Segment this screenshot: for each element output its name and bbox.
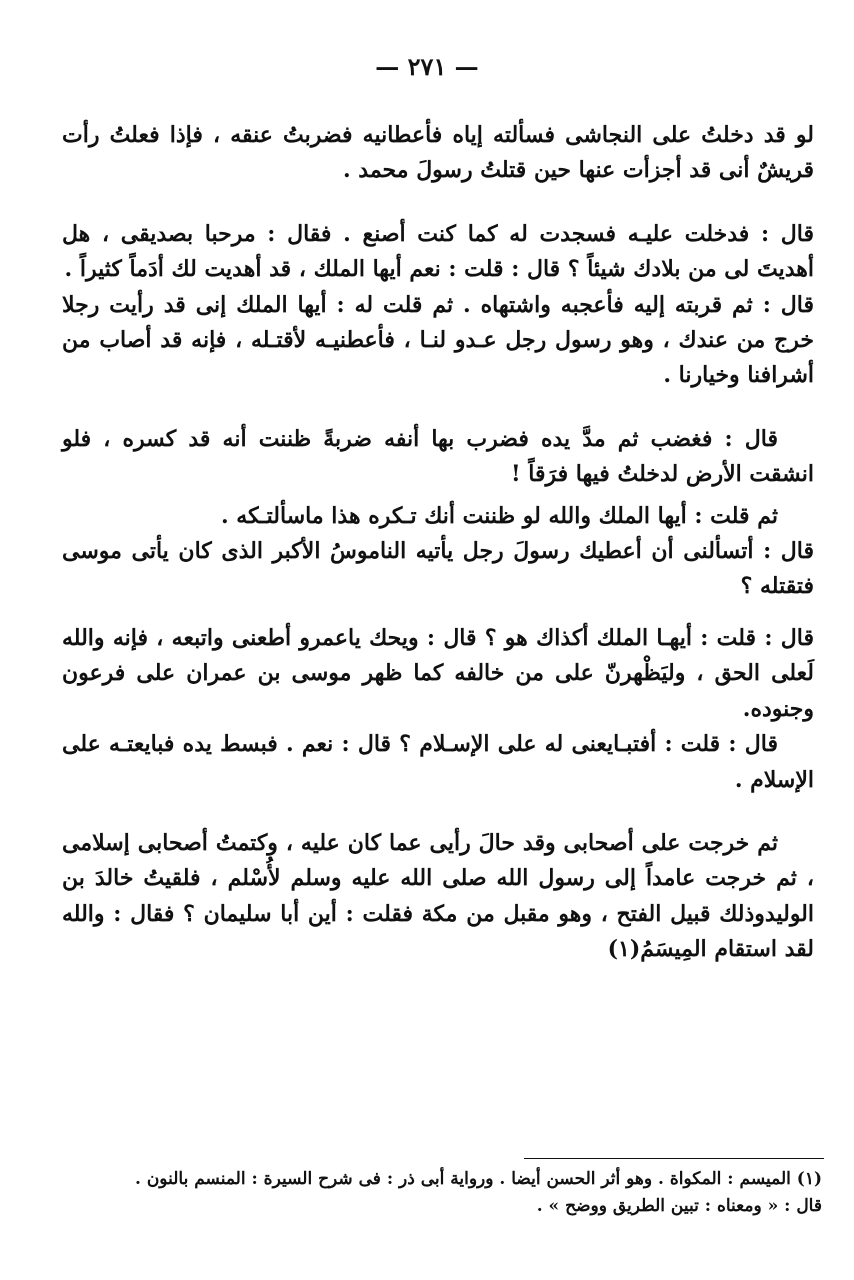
paragraph: قال : قلت : أفتبـايعنى له على الإسـلام ؟ قال : نعم . فبسط يده فبايعتـه على الإسلام . bbox=[62, 731, 814, 793]
paragraph: قال : فدخلت عليـه فسجدت له كما كنت أصنع . فقال : مرحبا بصديقى ، هل أهديتَ لى من بلادك شيئاً ؟ قال : قلت : نعم أيها الملك ، قد أهديت لك أدَماً كثيراً . bbox=[62, 220, 814, 283]
main-text bbox=[62, 118, 814, 968]
page-number: — ٢٧١ — bbox=[375, 52, 479, 81]
paragraph: قال : ثم قربته إليه فأعجبه واشتهاه . ثم قلت له : أيها الملك إنى قد رأيت رجلا خرج من عندك ، وهو رسول رجل عـدو لنـا ، فأعطنيـه لأقتـله ، فإنه قد أصاب من أشرافنا وخيارنا . bbox=[62, 291, 814, 389]
footnote: (١) الميسم : المكواة . وهو أثر الحسن أيضا . ورواية أبى ذر : فى شرح السيرة : المنسم بالنون . bbox=[134, 1169, 822, 1189]
paragraph: قال : أتسألنى أن أعطيك رسولَ رجل يأتيه الناموسُ الأكبر الذى كان يأتى موسى فتقتله ؟ bbox=[62, 538, 814, 600]
paragraph: ثم قلت : أيها الملك والله لو ظننت أنك تـكره هذا ماسألتـكه . bbox=[220, 502, 778, 529]
paragraph: ثم خرجت على أصحابى وقد حالَ رأيى عما كان عليه ، وكتمتُ أصحابى إسلامى ، ثم خرجت عامداً إلى رسول الله صلى الله عليه وسلم لأُسْلم ، فلقيتُ خالدَ بن الوليدوذلك قبيل الفتح ، وهو مقبل من مكة فقلت : أين أبا سليمان ؟ فقال : والله لقد استقام المِيسَمُ(١) bbox=[62, 829, 814, 963]
footnotes bbox=[70, 1166, 822, 1220]
footnote-continuation: قال : « ومعناه : تبين الطريق ووضح » . bbox=[536, 1196, 822, 1216]
paragraph: قال : قلت : أيهـا الملك أكذاك هو ؟ قال : ويحك ياعمرو أطعنى واتبعه ، فإنه والله لَعلى الحق ، وليَظْهرنّ على من خالفه كما ظهر موسى بن عمران على فرعون وجنوده. bbox=[62, 624, 814, 722]
footnote-divider bbox=[524, 1158, 824, 1159]
paragraph: قال : فغضب ثم مدَّ يده فضرب بها أنفه ضربةً ظننت أنه قد كسره ، فلو انشقت الأرض لدخلتُ فيها فرَقاً ! bbox=[62, 425, 814, 488]
paragraph: لو قد دخلتُ على النجاشى فسألته إياه فأعطانيه فضربتُ عنقه ، فإذا فعلتُ رأت قريشٌ أنى قد أجزأت عنها حين قتلتُ رسولَ محمد . bbox=[62, 122, 814, 184]
